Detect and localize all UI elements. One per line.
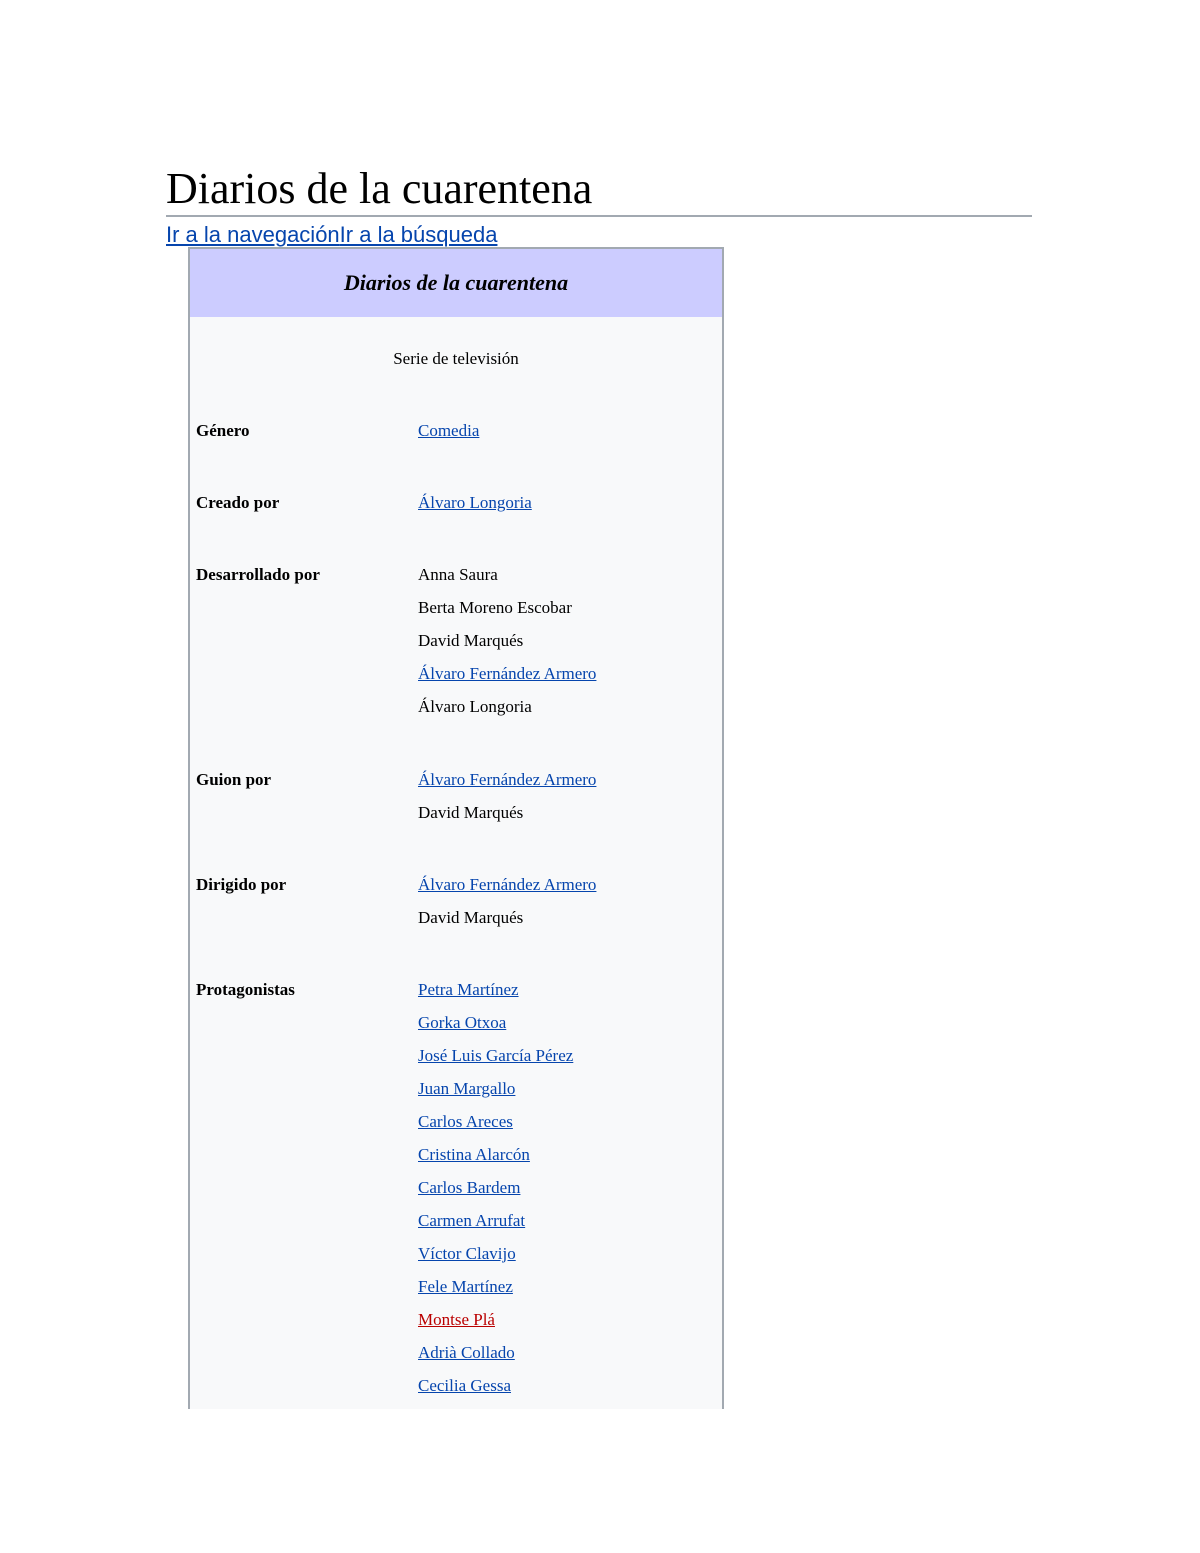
infobox-value-link[interactable]: Álvaro Fernández Armero bbox=[418, 664, 597, 683]
infobox-row-values bbox=[418, 491, 532, 524]
jump-links bbox=[166, 220, 497, 250]
infobox-row-label: Protagonistas bbox=[196, 980, 295, 999]
infobox-value-link[interactable]: Cecilia Gessa bbox=[418, 1376, 511, 1395]
infobox-value-text: Anna Saura bbox=[418, 565, 498, 584]
infobox-row-values bbox=[418, 978, 573, 1407]
infobox-value-link[interactable]: Carlos Bardem bbox=[418, 1178, 521, 1197]
infobox-row-values bbox=[418, 768, 596, 834]
infobox-value-link[interactable]: Juan Margallo bbox=[418, 1079, 516, 1098]
jump-to-search-link[interactable]: Ir a la búsqueda bbox=[339, 222, 498, 247]
infobox-value-link[interactable]: Álvaro Fernández Armero bbox=[418, 875, 597, 894]
infobox-row-label: Dirigido por bbox=[196, 875, 287, 894]
infobox-value-link[interactable]: Carmen Arrufat bbox=[418, 1211, 526, 1230]
infobox-value-link[interactable]: Álvaro Longoria bbox=[418, 493, 532, 512]
infobox-row-label: Creado por bbox=[196, 493, 280, 512]
infobox-value-link[interactable]: Fele Martínez bbox=[418, 1277, 513, 1296]
page-title: Diarios de la cuarentena bbox=[166, 163, 1032, 217]
infobox-row-label: Desarrollado por bbox=[196, 565, 320, 584]
jump-to-navigation-link[interactable]: Ir a la navegación bbox=[166, 222, 340, 247]
infobox-value-link[interactable]: Montse Plá bbox=[418, 1310, 495, 1329]
infobox-header: Diarios de la cuarentena bbox=[190, 249, 722, 317]
infobox-value-text: David Marqués bbox=[418, 631, 524, 650]
infobox-value-link[interactable]: Cristina Alarcón bbox=[418, 1145, 530, 1164]
infobox-value-link[interactable]: Víctor Clavijo bbox=[418, 1244, 516, 1263]
infobox-value-link[interactable]: Adrià Collado bbox=[418, 1343, 515, 1362]
infobox-row-values bbox=[418, 873, 596, 939]
infobox-value-link[interactable]: Petra Martínez bbox=[418, 980, 519, 999]
infobox bbox=[188, 247, 724, 1409]
infobox-subtitle: Serie de televisión bbox=[393, 349, 519, 368]
infobox-value-text: David Marqués bbox=[418, 803, 524, 822]
infobox-value-link[interactable]: Comedia bbox=[418, 421, 480, 440]
infobox-row-label: Género bbox=[196, 421, 250, 440]
infobox-value-text: Berta Moreno Escobar bbox=[418, 598, 572, 617]
infobox-row-label: Guion por bbox=[196, 770, 272, 789]
infobox-value-link[interactable]: Álvaro Fernández Armero bbox=[418, 770, 597, 789]
infobox-value-link[interactable]: Carlos Areces bbox=[418, 1112, 513, 1131]
infobox-value-text: David Marqués bbox=[418, 908, 524, 927]
infobox-value-text: Álvaro Longoria bbox=[418, 697, 532, 716]
infobox-value-link[interactable]: Gorka Otxoa bbox=[418, 1013, 507, 1032]
infobox-value-link[interactable]: José Luis García Pérez bbox=[418, 1046, 574, 1065]
infobox-row-values bbox=[418, 419, 479, 452]
infobox-row-values bbox=[418, 563, 596, 728]
